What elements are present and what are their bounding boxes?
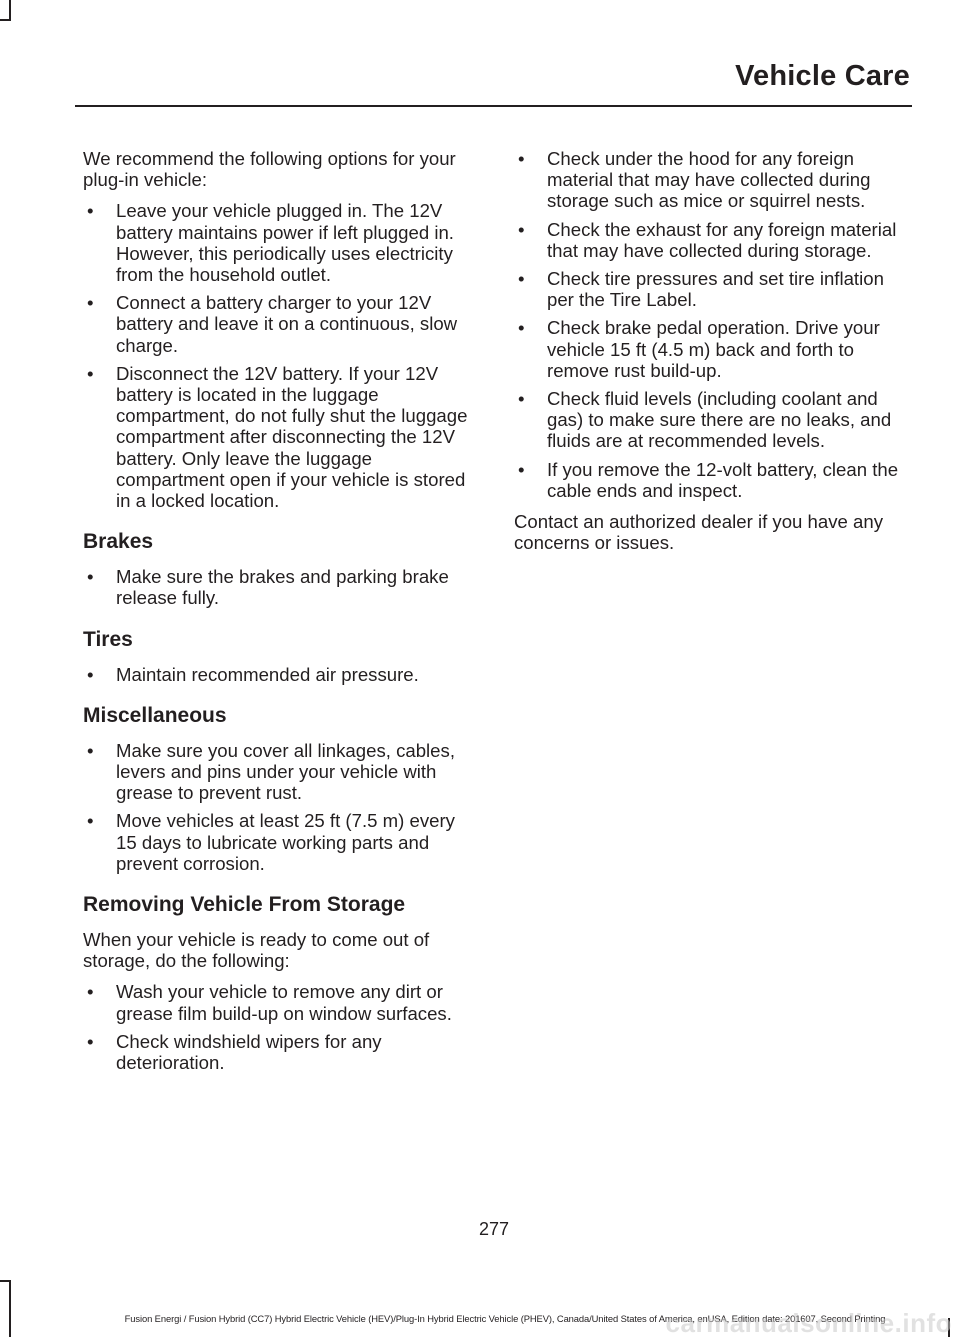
bullet-icon: •: [87, 566, 94, 588]
list-item: [514, 219, 914, 261]
list-item: [83, 664, 478, 685]
list-item-text: Wash your vehicle to remove any dirt or grease film build-up on window surfaces.: [116, 981, 452, 1024]
list-item-text: If you remove the 12-volt battery, clean the cable ends and inspect.: [547, 458, 899, 501]
list-item: [83, 292, 478, 356]
list-item-text: Make sure the brakes and parking brake release fully.: [116, 566, 449, 609]
list-item: [514, 317, 914, 381]
closing-note: Contact an authorized dealer if you have any concerns or issues.: [514, 511, 884, 554]
list-item: [514, 459, 914, 501]
plugin-intro: We recommend the following options for your plug-in vehicle:: [83, 148, 456, 191]
crop-mark-bottom-left-vertical: [9, 1280, 11, 1337]
bullet-icon: •: [518, 458, 525, 480]
watermark: carmanualsonline.info: [665, 1308, 952, 1338]
list-item-text: Check fluid levels (including coolant and gas) to make sure there are no leaks, and fluids are at recommended levels.: [547, 388, 892, 452]
list-item-text: Make sure you cover all linkages, cables, levers and pins under your vehicle with grease to prevent rust.: [116, 739, 455, 804]
removing-checks-list: [514, 148, 914, 501]
list-item-text: Check the exhaust for any foreign material that may have collected during storage.: [547, 218, 897, 261]
list-item-text: Check under the hood for any foreign material that may have collected during storage such as mice or squirrel nests.: [547, 148, 871, 212]
bullet-icon: •: [518, 218, 525, 240]
crop-mark-top-left-vertical: [9, 0, 11, 20]
list-item: [83, 566, 478, 608]
list-item-text: Maintain recommended air pressure.: [116, 663, 419, 685]
bullet-icon: •: [518, 148, 525, 169]
list-item: [514, 268, 914, 310]
bullet-icon: •: [87, 981, 94, 1003]
list-item-text: Leave your vehicle plugged in. The 12V battery maintains power if left plugged in. However, this periodically uses electricity from the household outlet.: [116, 200, 454, 286]
bullet-icon: •: [87, 739, 94, 761]
right-column: [514, 148, 914, 563]
list-item: [83, 981, 478, 1023]
bullet-icon: •: [87, 810, 94, 832]
list-item-text: Disconnect the 12V battery. If your 12V battery is located in the luggage compartment, do not fully shut the luggage compartment after disconnecting the 12V battery. Only leave the luggage compartment open if your vehicle is stored in a locked location.: [116, 362, 468, 512]
list-item: [83, 363, 478, 511]
list-item-text: Move vehicles at least 25 ft (7.5 m) every 15 days to lubricate working parts and prevent corrosion.: [116, 810, 455, 874]
list-item-text: Check brake pedal operation. Drive your vehicle 15 ft (4.5 m) back and forth to remove rust build-up.: [547, 317, 880, 381]
miscellaneous-heading: Miscellaneous: [83, 703, 227, 727]
plugin-options-list: [83, 200, 478, 511]
miscellaneous-list: [83, 740, 478, 874]
crop-mark-top-left-horizontal: [0, 19, 11, 21]
removing-list: [83, 981, 478, 1073]
bullet-icon: •: [87, 292, 94, 314]
list-item-text: Connect a battery charger to your 12V battery and leave it on a continuous, slow charge.: [116, 292, 458, 356]
page-title: Vehicle Care: [735, 60, 910, 92]
bullet-icon: •: [87, 663, 94, 685]
tires-list: [83, 664, 478, 685]
list-item-text: Check windshield wipers for any deterioration.: [116, 1030, 382, 1074]
removing-intro: When your vehicle is ready to come out of storage, do the following:: [83, 929, 430, 972]
bullet-icon: •: [518, 317, 525, 339]
tires-heading: Tires: [83, 627, 133, 651]
crop-mark-bottom-left-horizontal: [0, 1280, 11, 1282]
list-item: [83, 200, 478, 285]
page-number: 277: [478, 1219, 510, 1239]
header-divider: [75, 105, 912, 107]
brakes-list: [83, 566, 478, 608]
bullet-icon: •: [518, 268, 525, 290]
left-column: [83, 148, 478, 1080]
list-item: [83, 740, 478, 804]
list-item: [83, 810, 478, 874]
list-item-text: Check tire pressures and set tire inflation per the Tire Label.: [547, 268, 884, 311]
list-item: [514, 388, 914, 452]
bullet-icon: •: [87, 362, 94, 384]
list-item: [514, 148, 914, 212]
brakes-heading: Brakes: [83, 530, 154, 554]
footer-text: Fusion Energi / Fusion Hybrid (CC7) Hybrid Electric Vehicle (HEV)/Plug-In Hybrid Electric Vehicle (PHEV), Canada/United States of America, enUSA, Edition date: 201607, Second Printing: [124, 1313, 886, 1324]
bullet-icon: •: [87, 200, 94, 222]
removing-storage-heading: Removing Vehicle From Storage: [83, 893, 406, 917]
bullet-icon: •: [518, 388, 525, 410]
bullet-icon: •: [87, 1030, 94, 1052]
list-item: [83, 1031, 478, 1073]
